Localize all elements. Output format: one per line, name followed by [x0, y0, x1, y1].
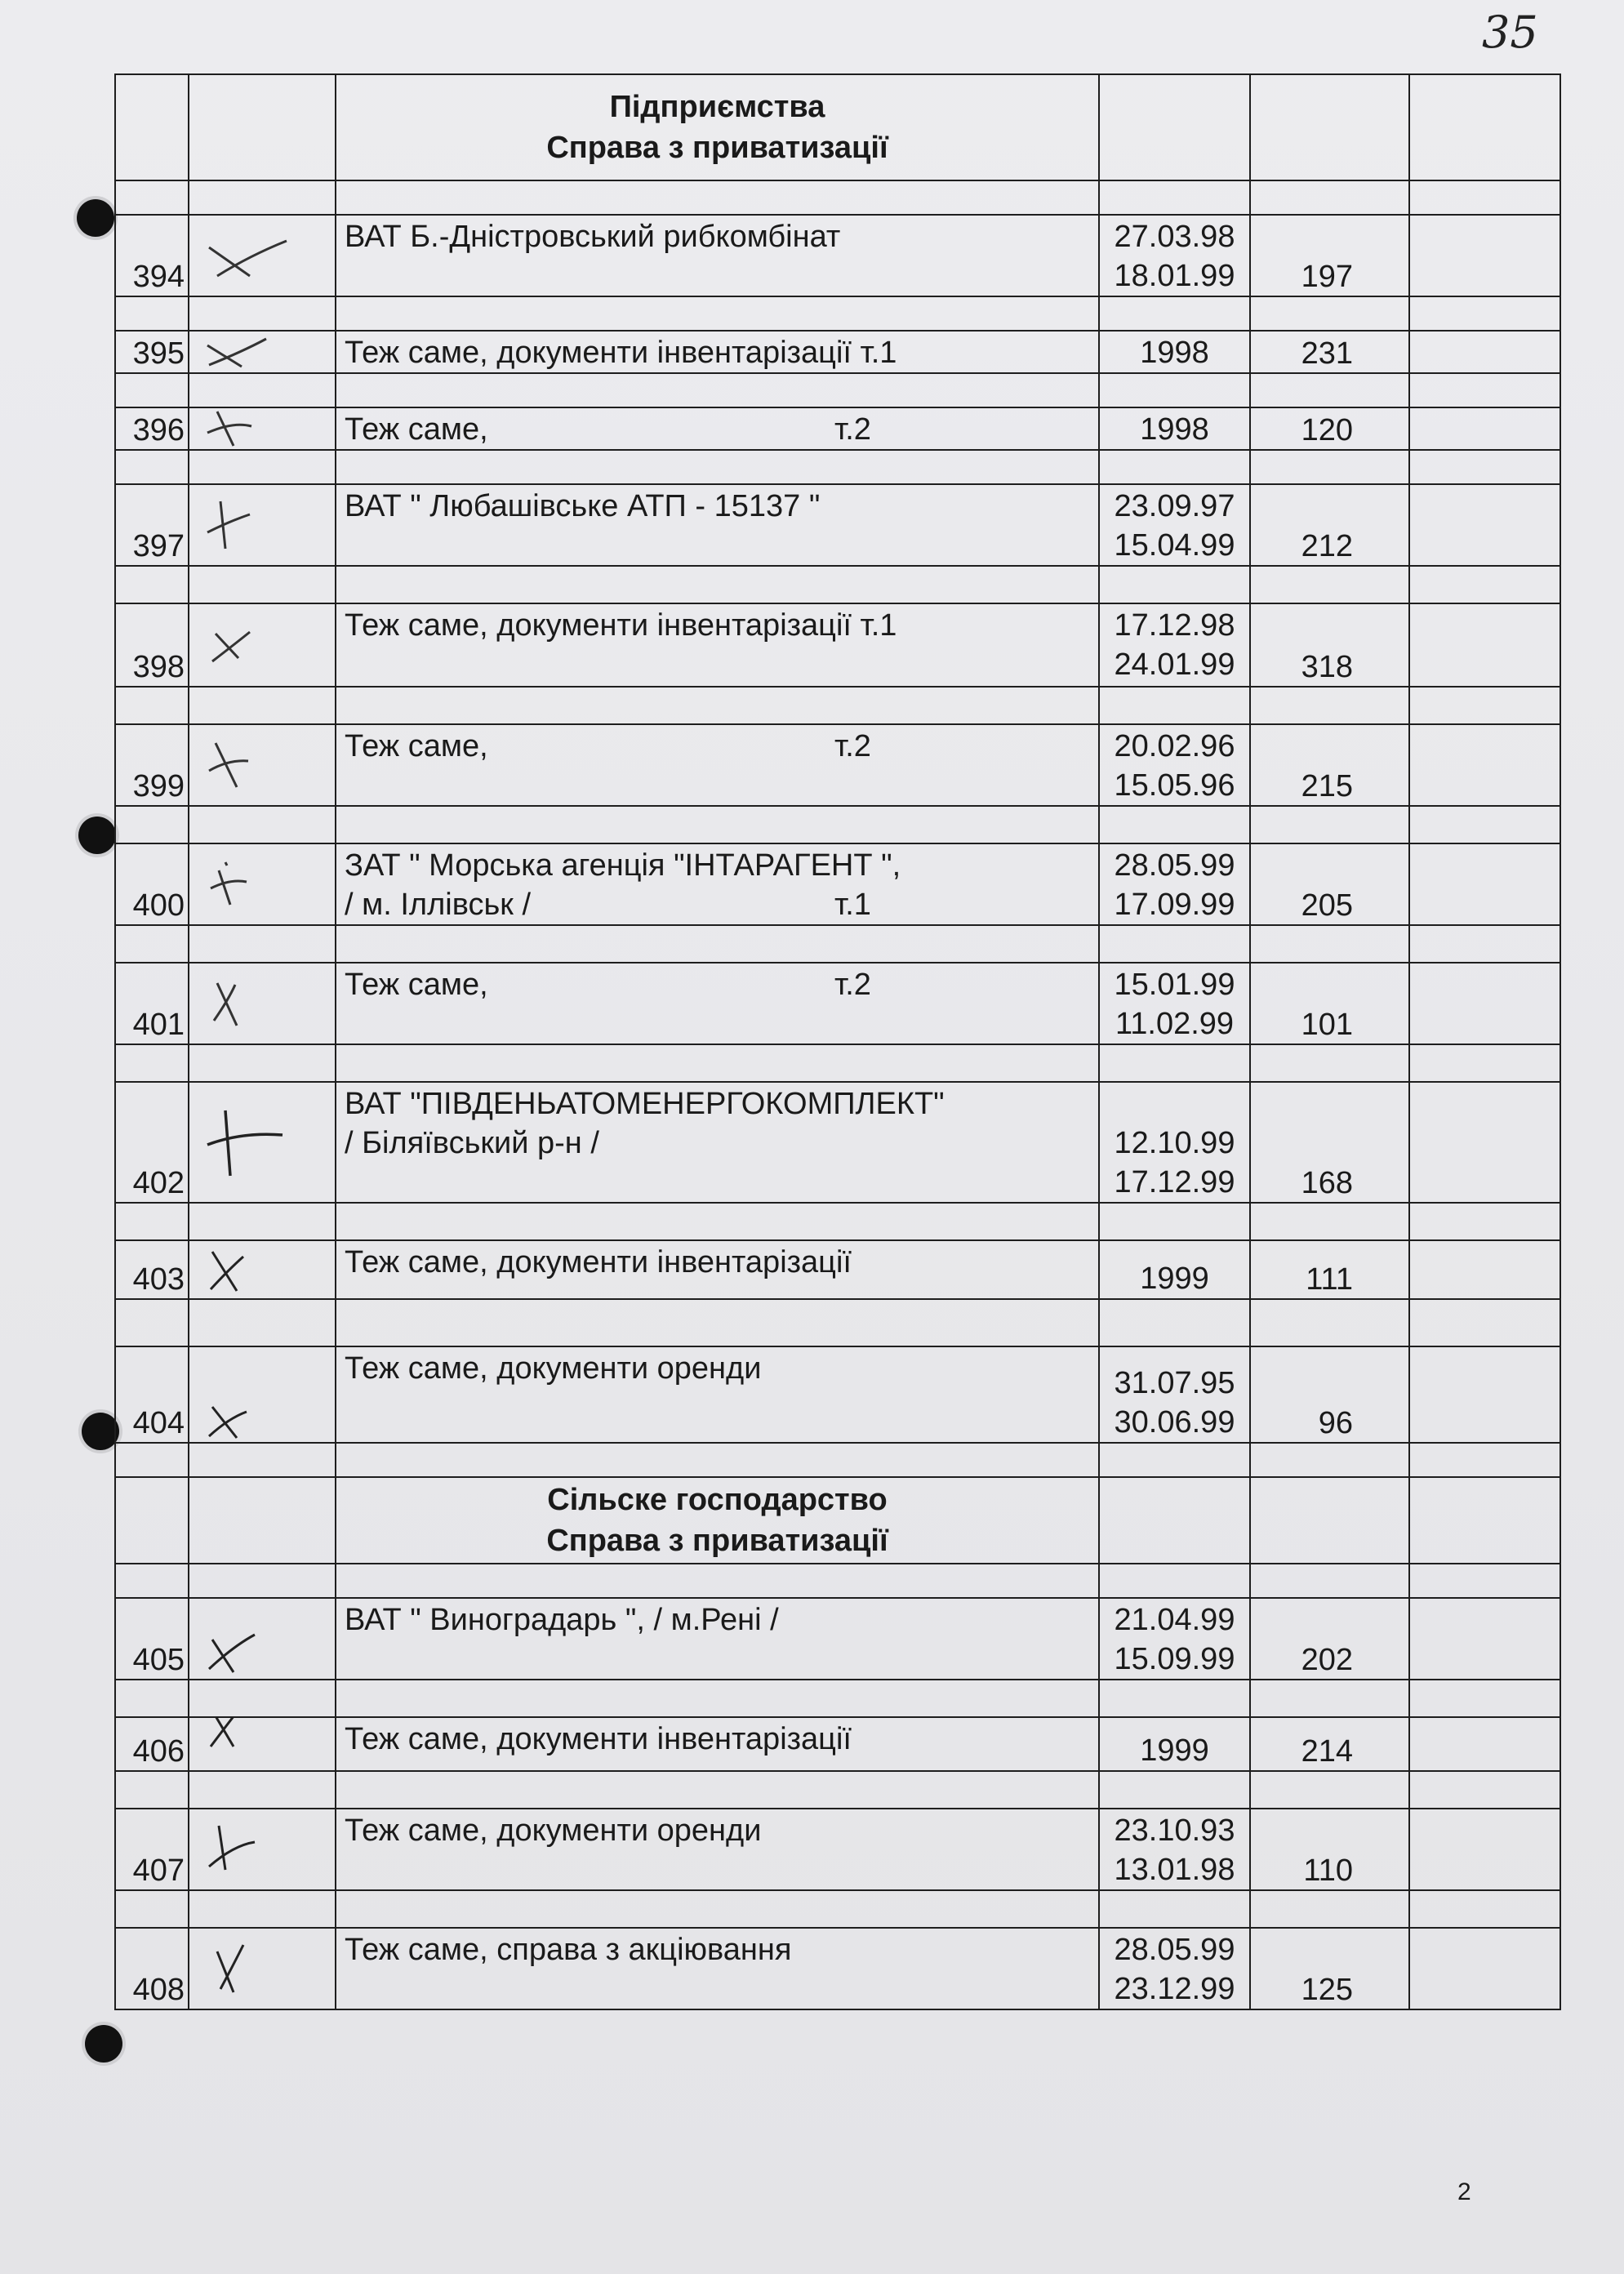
date-end: 1999: [1140, 1262, 1209, 1296]
date-end: 11.02.99: [1115, 1007, 1235, 1041]
row-number: 400: [132, 888, 185, 923]
row-description-line2: / Біляївський р-н /: [345, 1126, 599, 1160]
check-mark-icon: [201, 1245, 258, 1294]
section-header-row: [115, 74, 1560, 180]
date-end: 18.01.99: [1114, 259, 1235, 293]
row-description: Теж саме, документи інвентарізації т.1: [345, 336, 897, 370]
check-mark-icon: [201, 496, 258, 554]
archive-inventory-table: [114, 73, 1561, 2010]
date-start: 20.02.96: [1114, 729, 1235, 763]
check-mark-icon: [201, 1394, 258, 1443]
check-mark-icon: [201, 1627, 266, 1675]
table-row: [115, 1928, 1560, 2009]
table-row: [115, 1082, 1560, 1203]
check-mark-icon: [201, 856, 258, 913]
date-start: 12.10.99: [1114, 1126, 1235, 1160]
check-mark-icon: [201, 1821, 266, 1878]
row-description-line2: / м. Іллівськ /: [345, 888, 531, 922]
date-start: 31.07.95: [1114, 1366, 1235, 1400]
volume-label: т.1: [834, 888, 871, 922]
table-row: [115, 1598, 1560, 1680]
table-row: [115, 1240, 1560, 1299]
date-end: 15.09.99: [1114, 1642, 1235, 1676]
volume-label: т.2: [834, 968, 871, 1002]
row-description: Теж саме, документи оренди: [345, 1813, 762, 1848]
row-number: 402: [132, 1166, 185, 1200]
row-description: ЗАТ " Морська агенція "ІНТАРАГЕНТ ",: [345, 848, 901, 883]
check-mark-icon: [201, 621, 258, 670]
row-description: ВАТ " Виноградарь ", / м.Рені /: [345, 1603, 779, 1637]
page-count: 205: [1301, 888, 1353, 923]
page-count: 215: [1301, 769, 1353, 803]
date-end: 17.12.99: [1114, 1165, 1235, 1199]
table-row: [115, 331, 1560, 373]
date-start: 15.01.99: [1114, 968, 1235, 1002]
row-number: 404: [132, 1406, 185, 1440]
page-count: 125: [1301, 1973, 1353, 2007]
table-row: [115, 724, 1560, 806]
table-row: [115, 484, 1560, 566]
page-count: 212: [1301, 529, 1353, 563]
check-mark-icon: [201, 1717, 258, 1751]
check-mark-icon: [201, 1940, 266, 1997]
page-count: 231: [1301, 336, 1353, 371]
check-mark-icon: [201, 736, 258, 794]
page-count: 110: [1303, 1853, 1353, 1888]
page-count: 120: [1301, 413, 1353, 447]
date-start: 28.05.99: [1114, 848, 1235, 883]
date-start: 27.03.98: [1114, 220, 1235, 254]
date-end: 23.12.99: [1114, 1972, 1235, 2006]
date-end: 24.01.99: [1114, 647, 1235, 682]
volume-label: т.2: [834, 412, 871, 447]
page-count: 168: [1301, 1166, 1353, 1200]
volume-label: т.2: [834, 729, 871, 763]
check-mark-icon: [201, 1106, 291, 1179]
row-description: ВАТ "ПІВДЕНЬАТОМЕНЕРГОКОМПЛЕКТ": [345, 1087, 945, 1121]
section-title-line1: Сільске господарство: [547, 1483, 888, 1517]
row-description: Теж саме,: [345, 729, 488, 763]
check-mark-icon: [201, 975, 258, 1032]
check-mark-icon: [201, 408, 258, 449]
date-start: 28.05.99: [1114, 1933, 1235, 1967]
row-number: 405: [132, 1643, 185, 1677]
row-description: Теж саме, документи інвентарізації: [345, 1245, 852, 1279]
section-header-row: [115, 1477, 1560, 1564]
punch-hole: [85, 2025, 122, 2063]
row-number: 408: [132, 1973, 185, 2007]
date-end: 15.05.96: [1114, 768, 1235, 803]
date-end: 1998: [1140, 336, 1209, 370]
page-count: 202: [1301, 1643, 1353, 1677]
section-title-line1: Підприємства: [609, 90, 825, 124]
row-description: ВАТ Б.-Дністровський рибкомбінат: [345, 220, 841, 254]
page-count: 318: [1301, 650, 1353, 684]
page-count: 96: [1318, 1406, 1353, 1440]
check-mark-icon: [201, 334, 274, 370]
row-description: Теж саме,: [345, 412, 488, 447]
date-start: 23.10.93: [1114, 1813, 1235, 1848]
date-start: 23.09.97: [1114, 489, 1235, 523]
row-description: Теж саме, документи оренди: [345, 1351, 762, 1386]
table-row: [115, 963, 1560, 1044]
row-number: 395: [132, 336, 185, 371]
row-description: ВАТ " Любашівське АТП - 15137 ": [345, 489, 821, 523]
date-start: 17.12.98: [1114, 608, 1235, 643]
punch-hole: [77, 199, 114, 237]
page-number: 2: [1457, 2178, 1471, 2205]
date-end: 1999: [1140, 1733, 1209, 1768]
punch-hole: [78, 817, 116, 854]
section-title-line2: Справа з приватизації: [546, 1524, 888, 1558]
row-number: 396: [132, 413, 185, 447]
row-number: 406: [132, 1734, 185, 1769]
table-row: [115, 1717, 1560, 1771]
page-count: 101: [1301, 1008, 1353, 1042]
row-description: Теж саме, документи інвентарізації т.1: [345, 608, 897, 643]
page-count: 111: [1306, 1262, 1353, 1297]
date-end: 15.04.99: [1114, 528, 1235, 563]
row-number: 403: [132, 1262, 185, 1297]
table-row: [115, 215, 1560, 296]
row-number: 407: [132, 1853, 185, 1888]
table-row: [115, 843, 1560, 925]
table-row: [115, 603, 1560, 687]
date-end: 30.06.99: [1114, 1405, 1235, 1440]
date-end: 1998: [1140, 412, 1209, 447]
table-row: [115, 1346, 1560, 1443]
row-description: Теж саме,: [345, 968, 488, 1002]
row-number: 397: [132, 529, 185, 563]
date-end: 13.01.98: [1114, 1853, 1235, 1887]
row-number: 399: [132, 769, 185, 803]
date-start: 21.04.99: [1114, 1603, 1235, 1637]
row-number: 398: [132, 650, 185, 684]
table-row: [115, 407, 1560, 450]
section-title-line2: Справа з приватизації: [546, 131, 888, 165]
row-description: Теж саме, справа з акціювання: [345, 1933, 792, 1967]
row-number: 401: [132, 1008, 185, 1042]
check-mark-icon: [201, 231, 291, 280]
row-description: Теж саме, документи інвентарізації: [345, 1722, 852, 1756]
table-row: [115, 1809, 1560, 1890]
row-number: 394: [132, 260, 185, 294]
page-count: 197: [1301, 260, 1353, 294]
page-count: 214: [1301, 1734, 1353, 1769]
handwritten-sheet-number: 35: [1482, 7, 1538, 58]
date-end: 17.09.99: [1114, 888, 1235, 922]
